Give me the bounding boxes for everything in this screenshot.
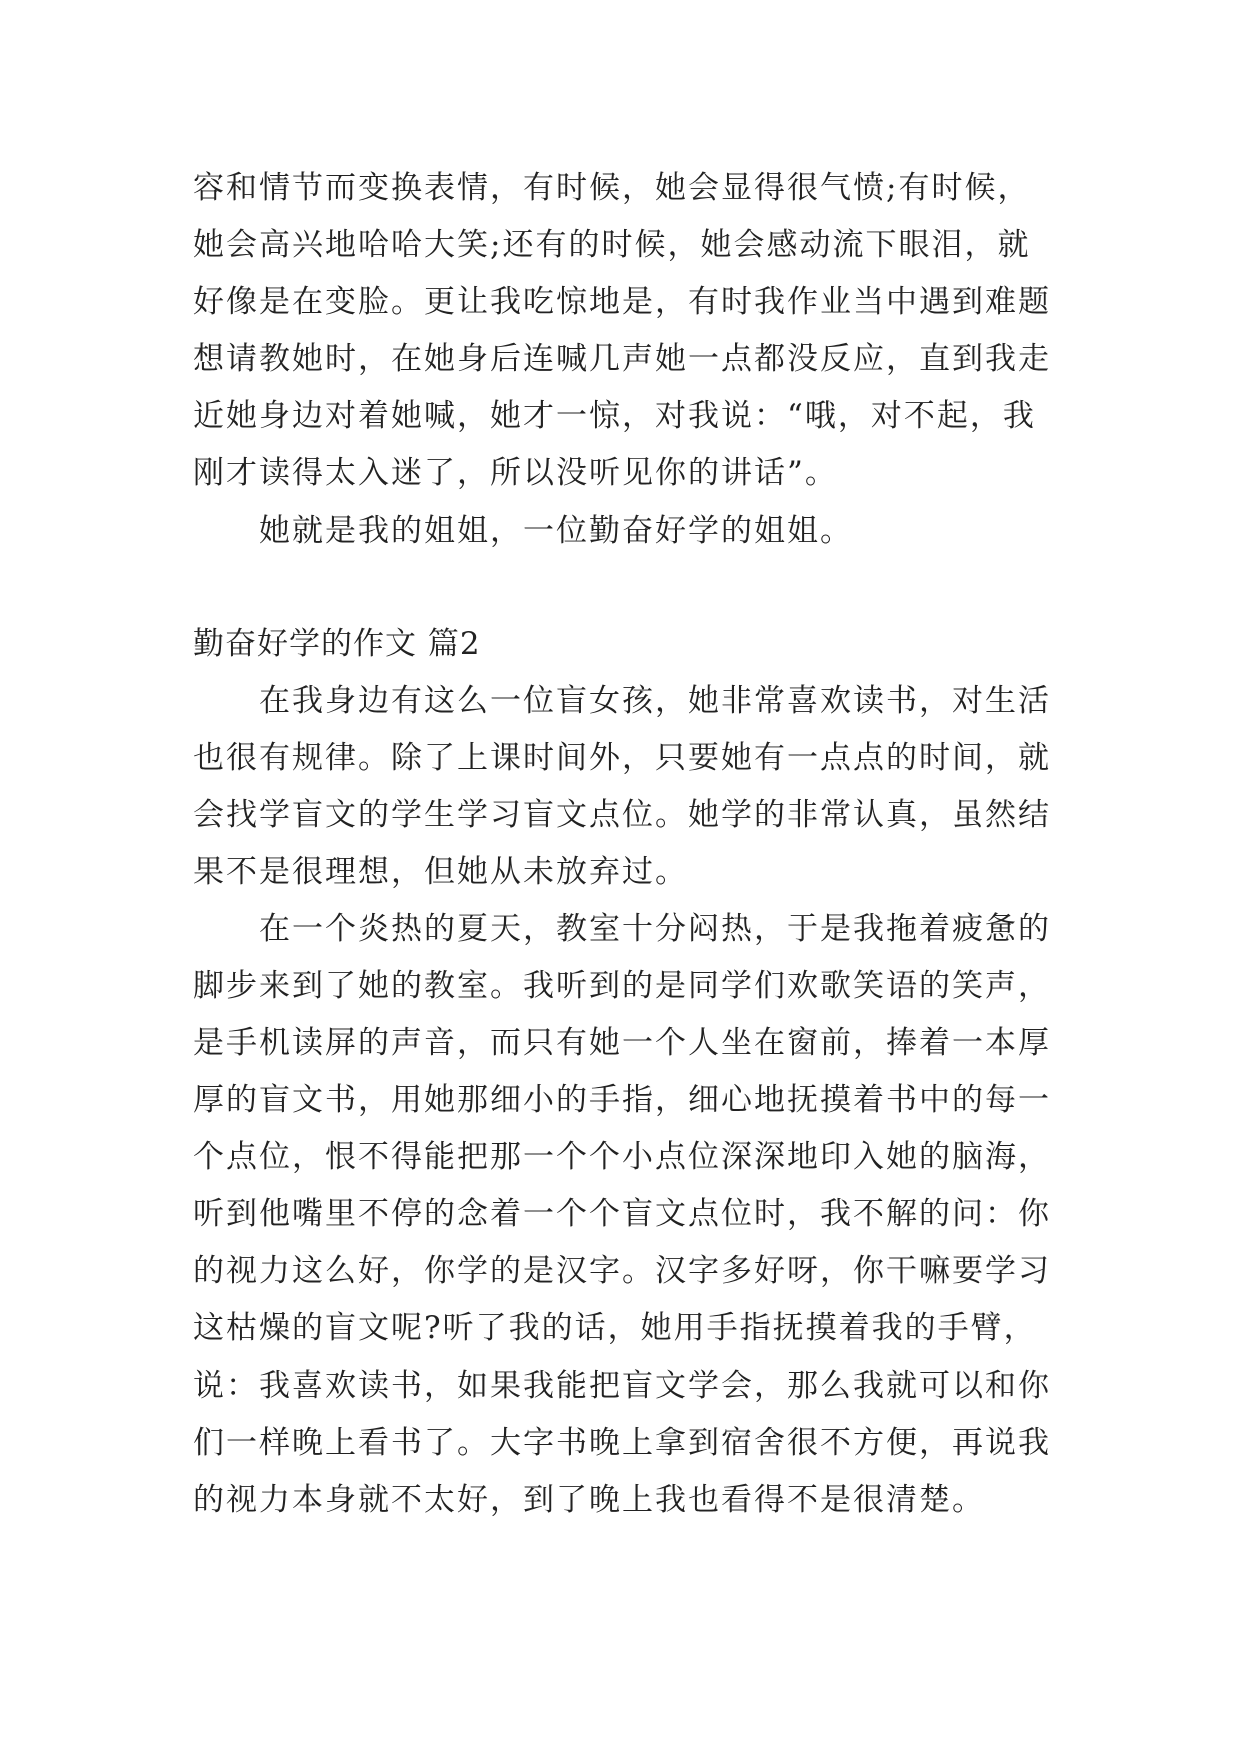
text-line: 们一样晚上看书了。大字书晚上拿到宿舍很不方便，再说我 <box>193 1425 1051 1461</box>
text-line: 她会高兴地哈哈大笑;还有的时候，她会感动流下眼泪，就 <box>193 227 1031 263</box>
text-line: 在我身边有这么一位盲女孩，她非常喜欢读书，对生活 <box>193 683 1051 719</box>
text-line: 她就是我的姐姐，一位勤奋好学的姐姐。 <box>193 513 853 549</box>
text-line: 会找学盲文的学生学习盲文点位。她学的非常认真，虽然结 <box>193 797 1051 833</box>
text-line: 刚才读得太入迷了，所以没听见你的讲话”。 <box>193 455 838 491</box>
text-line: 的视力本身就不太好，到了晚上我也看得不是很清楚。 <box>193 1482 985 1518</box>
text-line: 也很有规律。除了上课时间外，只要她有一点点的时间，就 <box>193 740 1051 776</box>
text-line: 想请教她时，在她身后连喊几声她一点都没反应，直到我走 <box>193 341 1051 377</box>
text-line: 果不是很理想，但她从未放弃过。 <box>193 854 688 890</box>
text-line: 在一个炎热的夏天，教室十分闷热，于是我拖着疲惫的 <box>193 911 1051 947</box>
text-line: 是手机读屏的声音，而只有她一个人坐在窗前，捧着一本厚 <box>193 1025 1051 1061</box>
text-line: 容和情节而变换表情，有时候，她会显得很气愤;有时候， <box>193 170 1031 206</box>
text-line: 这枯燥的盲文呢?听了我的话，她用手指抚摸着我的手臂， <box>193 1310 1037 1346</box>
text-line: 好像是在变脸。更让我吃惊地是，有时我作业当中遇到难题 <box>193 284 1051 320</box>
text-line: 说：我喜欢读书，如果我能把盲文学会，那么我就可以和你 <box>193 1368 1051 1404</box>
text-line: 厚的盲文书，用她那细小的手指，细心地抚摸着书中的每一 <box>193 1082 1051 1118</box>
text-line: 个点位，恨不得能把那一个个小点位深深地印入她的脑海， <box>193 1139 1051 1175</box>
text-line: 的视力这么好，你学的是汉字。汉字多好呀，你干嘛要学习 <box>193 1253 1051 1289</box>
text-line: 听到他嘴里不停的念着一个个盲文点位时，我不解的问：你 <box>193 1196 1051 1232</box>
text-line: 近她身边对着她喊，她才一惊，对我说：“哦，对不起，我 <box>193 398 1036 434</box>
section-heading: 勤奋好学的作文 篇2 <box>193 626 481 662</box>
text-line: 脚步来到了她的教室。我听到的是同学们欢歌笑语的笑声， <box>193 968 1051 1004</box>
